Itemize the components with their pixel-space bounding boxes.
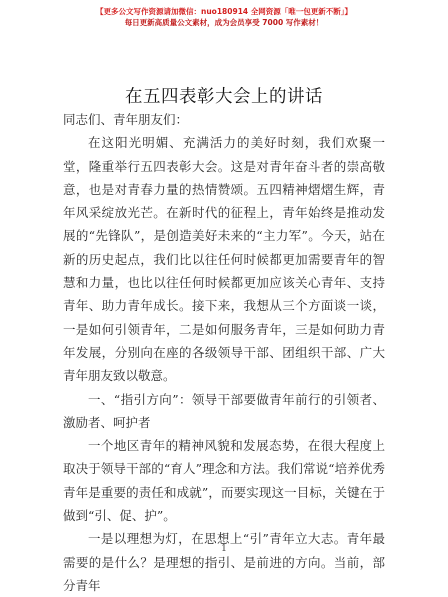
paragraph-opening: 在这阳光明媚、充满活力的美好时刻，我们欢聚一堂，隆重举行五四表彰大会。这是对青年奋斗者的崇高敬意，也是对青春力量的热情赞颂。五四精神熠熠生辉，青年风采绽放光芒。在新时代的征程上，青年始终是推动发展的“先锋队”，是创造美好未来的“主力军”。今天，站在新的历史起点，我们比以往任何时候都更加需要青年的智慧和力量，也比以往任何时候都更加应该关心青年、支持青年、助力青年成长。接下来，我想从三个方面谈一谈，一是如何引领青年，二是如何服务青年，三是如何助力青年发展，分别向在座的各级领导干部、团组织干部、广大青年朋友致以敬意。 [63,135,385,384]
promo-banner-line2: 每日更新高质量公文素材，成为会员享受 7000 写作素材！ [124,18,324,27]
greeting: 同志们、青年朋友们： [63,112,189,127]
paragraph-point1: 一是以理想为灯，在思想上“引”青年立大志。青年最需要的是什么？是理想的指引、是前进的方向。当前，部分青年 [63,531,385,593]
promo-banner [0,6,448,28]
section-heading-1: 一、“指引方向”：领导干部要做青年前行的引领者、激励者、呵护者 [63,391,385,430]
document-body [63,108,385,597]
page-number: 1 [221,544,227,554]
document-title: 在五四表彰大会上的讲话 [125,87,323,107]
paragraph-section1-intro: 一个地区青年的精神风貌和发展态势，在很大程度上取决于领导干部的“育人”理念和方法。我们常说“培养优秀青年是重要的责任和成就”，而要实现这一目标，关键在于做到“引、促、护”。 [63,438,385,524]
promo-banner-line1: 【更多公文写作资源请加微信：nuo180914 全网资源「唯一包更新不断」】 [95,7,352,16]
